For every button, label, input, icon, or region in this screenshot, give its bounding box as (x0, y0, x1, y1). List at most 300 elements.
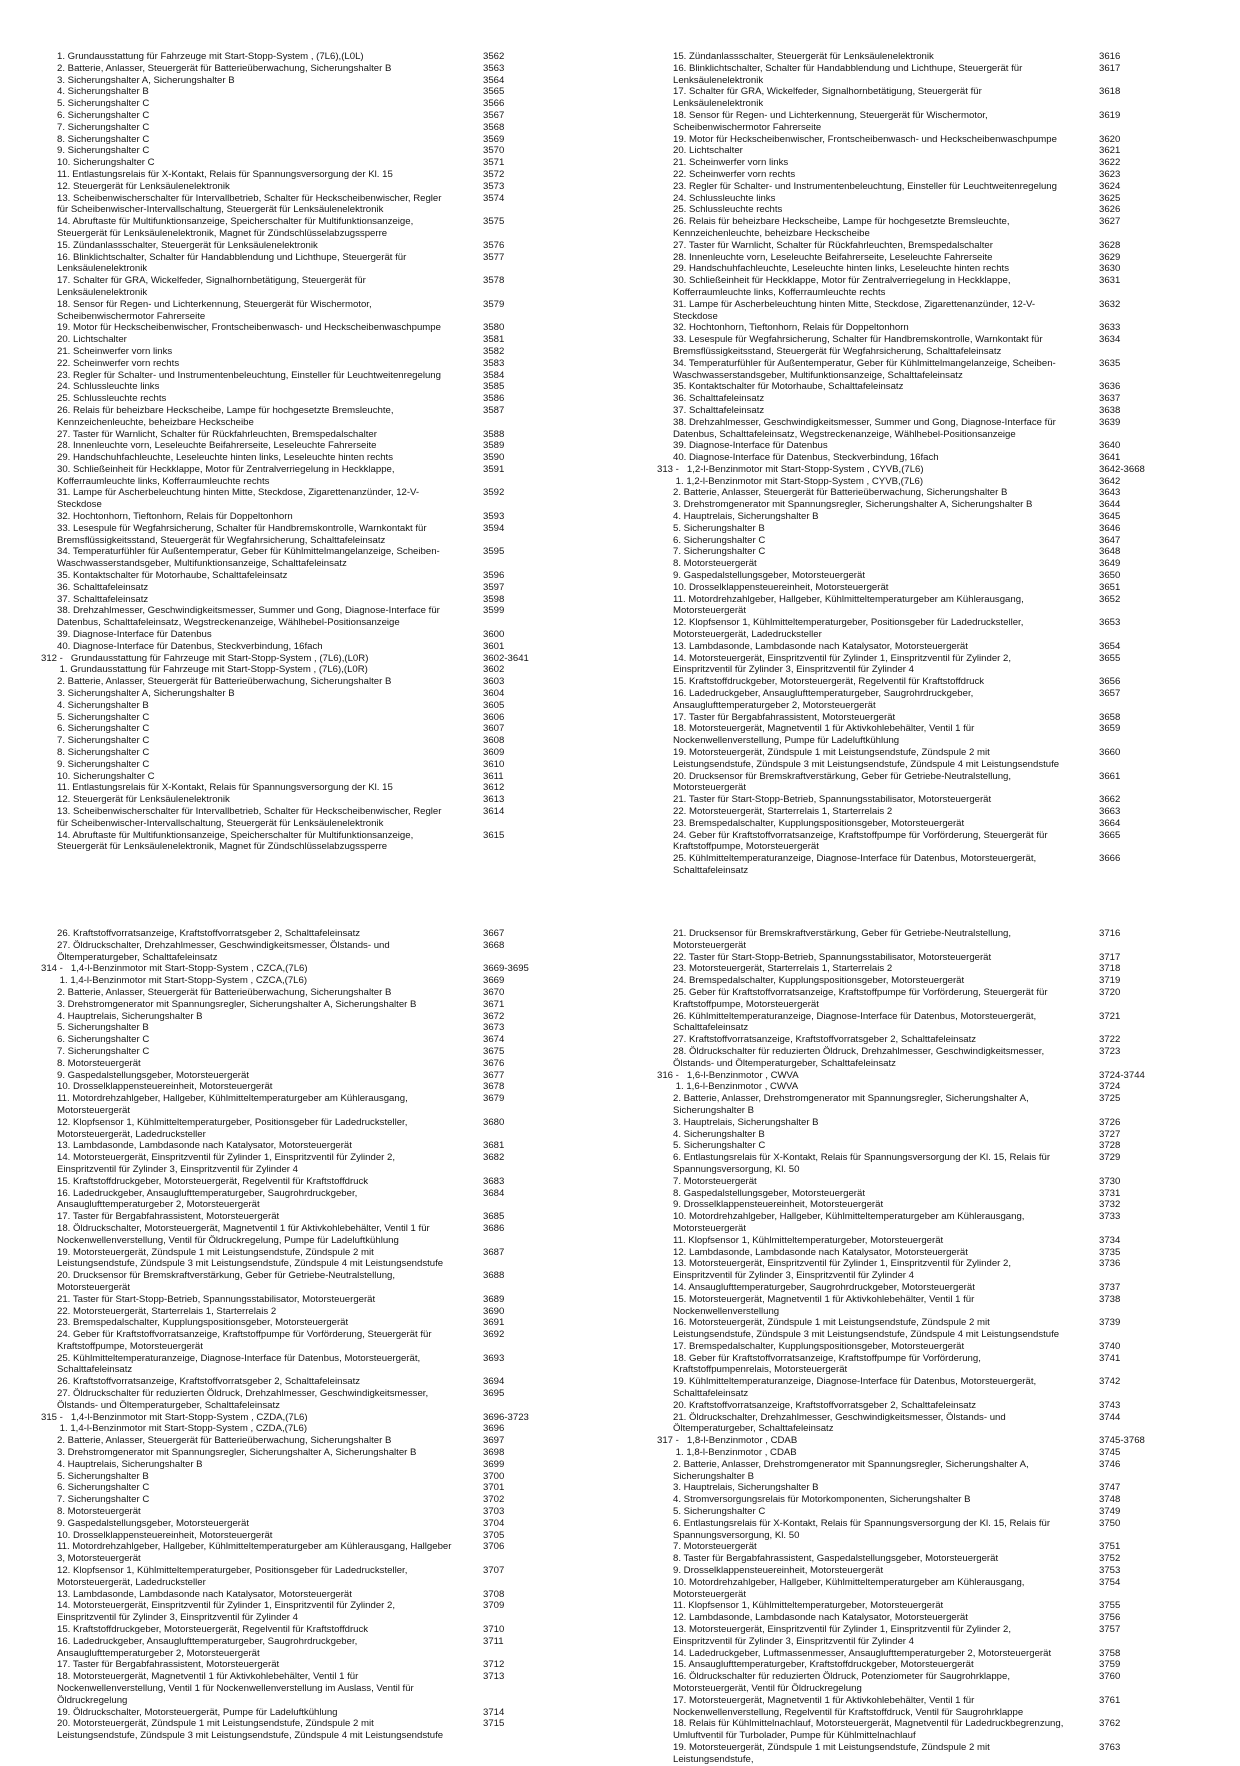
entry-page-ref: 3575 (483, 216, 505, 228)
entry-text: 21. Öldruckschalter, Drehzahlmesser, Geschwindigkeitsmesser, Ölstands- und Öltemperaturgeber, Schalttafeleinsatz (673, 1411, 1006, 1435)
entry-page-ref: 3712 (483, 1659, 505, 1671)
entry-text: 19. Kühlmitteltemperaturanzeige, Diagnose-Interface für Datenbus, Motorsteuergerät, Schalttafeleinsatz (673, 1376, 1037, 1400)
index-entry-row (654, 1447, 1174, 1459)
entry-page-ref: 3735 (1099, 1246, 1121, 1258)
entry-page-ref: 3705 (483, 1529, 505, 1541)
entry-page-ref: 3700 (483, 1470, 505, 1482)
entry-text: 27. Öldruckschalter für reduzierten Öldruck, Drehzahlmesser, Geschwindigkeitsmesser, Ölstands- und Öltemperaturgeber, Schalttafeleinsatz (57, 1388, 429, 1411)
entry-text: 35. Kontaktschalter für Motorhaube, Schalttafeleinsatz (57, 570, 288, 582)
entry-page-ref: 3636 (1099, 381, 1121, 393)
index-entry-row (654, 1034, 1174, 1046)
index-entry-row (38, 582, 558, 594)
index-entry-row (654, 157, 1174, 169)
index-entry-row (38, 759, 558, 771)
entry-page-ref: 3603 (483, 676, 505, 688)
entry-text: 19. Motorsteuergerät, Zündspule 1 mit Leistungsendstufe, Zündspule 2 mit Leistungsendstufe, (673, 1741, 990, 1765)
entry-text: 7. Sicherungshalter C (673, 546, 766, 558)
index-entry-row (654, 723, 1174, 747)
entry-page-ref: 3574 (483, 192, 505, 204)
entry-page-ref: 3704 (483, 1517, 505, 1529)
index-entry-row (38, 570, 558, 582)
entry-page-ref: 3639 (1099, 416, 1121, 428)
index-column-bottom-left (38, 928, 558, 1742)
entry-page-ref: 3615 (483, 829, 505, 841)
entry-text: 24. Schlussleuchte links (673, 192, 776, 204)
entry-page-ref: 3759 (1099, 1659, 1121, 1671)
entry-text: 6. Sicherungshalter C (57, 1482, 150, 1494)
index-entry-row (654, 299, 1174, 323)
index-entry-row (38, 181, 558, 193)
index-entry-row (654, 688, 1174, 712)
entry-text: 13. Scheibenwischerschalter für Intervallbetrieb, Schalter für Heckscheibenwischer, Regler für Scheibenwischer-Intervallschaltung, Steuergerät für Lenksäulenelektronik (57, 192, 442, 216)
index-entry-row (38, 1376, 558, 1388)
index-entry-row (38, 1058, 558, 1070)
entry-page-ref: 3679 (483, 1093, 505, 1105)
entry-text: 9. Gaspedalstellungsgeber, Motorsteuergerät (57, 1069, 249, 1081)
index-entry-row (654, 1459, 1174, 1483)
index-entry-row (38, 1223, 558, 1247)
entry-page-ref: 3641 (1099, 452, 1121, 464)
index-entry-row (654, 322, 1174, 334)
index-entry-row (38, 1034, 558, 1046)
section-header-row (654, 1070, 1174, 1082)
entry-page-ref: 3642-3668 (1099, 463, 1145, 475)
entry-page-ref: 3719 (1099, 975, 1121, 987)
entry-text: 21. Scheinwerfer vorn links (57, 345, 173, 357)
index-entry-row (654, 452, 1174, 464)
entry-page-ref: 3763 (1099, 1741, 1121, 1753)
index-entry-row (654, 252, 1174, 264)
index-entry-row (654, 417, 1174, 441)
entry-text: 20. Motorsteuergerät, Zündspule 1 mit Leistungsendstufe, Zündspule 2 mit Leistungsendstufe, Zündspule 3 mit Leistungsendstufe, Zündspule 4 mit Leistungsendstufe (57, 1718, 444, 1742)
entry-text: 14. Abruftaste für Multifunktionsanzeige, Speicherschalter für Multifunktionsanzeige, Steuergerät für Lenksäulenelektronik, Magnet für Zündschlüsselabzugssperre (57, 216, 414, 239)
entry-text: 5. Sicherungshalter C (57, 711, 150, 723)
entry-text: 25. Kühlmitteltemperaturanzeige, Diagnose-Interface für Datenbus, Motorsteuergerät, Schalttafeleinsatz (673, 853, 1037, 876)
index-entry-row (38, 1329, 558, 1353)
index-entry-row (654, 405, 1174, 417)
index-entry-row (38, 452, 558, 464)
entry-text: 13. Motorsteuergerät, Einspritzventil für Zylinder 1, Einspritzventil für Zylinder 2, Einspritzventil für Zylinder 3, Einspritzventil für Zylinder 4 (673, 1258, 1012, 1282)
entry-text: 25. Schlussleuchte rechts (673, 204, 783, 216)
entry-page-ref: 3600 (483, 629, 505, 641)
entry-text: 22. Scheinwerfer vorn rechts (673, 168, 796, 180)
entry-text: 39. Diagnose-Interface für Datenbus (57, 629, 212, 641)
entry-page-ref: 3721 (1099, 1010, 1121, 1022)
entry-page-ref: 3731 (1099, 1187, 1121, 1199)
index-entry-row (654, 1247, 1174, 1259)
entry-page-ref: 3598 (483, 593, 505, 605)
index-entry-row (38, 975, 558, 987)
section-header-row (38, 653, 558, 665)
index-entry-row (654, 1188, 1174, 1200)
index-entry-row (38, 1541, 558, 1565)
index-entry-row (654, 653, 1174, 677)
entry-text: 1. 1,6-l-Benzinmotor , CWVA (673, 1081, 799, 1093)
index-entry-row (38, 1117, 558, 1141)
entry-page-ref: 3739 (1099, 1317, 1121, 1329)
entry-text: 6. Entlastungsrelais für X-Kontakt, Relais für Spannungsversorgung der Kl. 15, Relais für Spannungsversorgung, Kl. 50 (673, 1152, 1051, 1175)
index-entry-row (654, 1648, 1174, 1660)
entry-text: 7. Sicherungshalter C (57, 1494, 150, 1506)
entry-text: 8. Sicherungshalter C (57, 747, 150, 759)
index-entry-row (654, 1695, 1174, 1719)
index-entry-row (38, 358, 558, 370)
entry-page-ref: 3691 (483, 1317, 505, 1329)
entry-page-ref: 3662 (1099, 794, 1121, 806)
entry-text: 10. Motordrehzahlgeber, Hallgeber, Kühlmitteltemperaturgeber am Kühlerausgang, Motorsteuergerät (673, 1211, 1025, 1234)
entry-page-ref: 3656 (1099, 676, 1121, 688)
entry-page-ref: 3638 (1099, 404, 1121, 416)
entry-text: 7. Sicherungshalter C (57, 735, 150, 747)
entry-page-ref: 3743 (1099, 1399, 1121, 1411)
entry-page-ref: 3634 (1099, 334, 1121, 346)
entry-page-ref: 3746 (1099, 1458, 1121, 1470)
entry-page-ref: 3610 (483, 758, 505, 770)
entry-page-ref: 3697 (483, 1435, 505, 1447)
entry-page-ref: 3597 (483, 581, 505, 593)
index-entry-row (654, 1093, 1174, 1117)
section-title: 314 - 1,4-l-Benzinmotor mit Start-Stopp-System , CZCA,(7L6) (41, 963, 308, 975)
entry-page-ref: 3690 (483, 1305, 505, 1317)
entry-page-ref: 3633 (1099, 322, 1121, 334)
entry-page-ref: 3593 (483, 511, 505, 523)
entry-page-ref: 3744 (1099, 1411, 1121, 1423)
index-entry-row (654, 570, 1174, 582)
entry-page-ref: 3577 (483, 251, 505, 263)
index-entry-row (654, 1376, 1174, 1400)
entry-text: 11. Motordrehzahlgeber, Hallgeber, Kühlmitteltemperaturgeber am Kühlerausgang, Motorsteuergerät (673, 593, 1024, 617)
entry-page-ref: 3583 (483, 357, 505, 369)
index-entry-row (38, 1636, 558, 1660)
entry-text: 16. Ladedruckgeber, Ansauglufttemperaturgeber, Saugrohrdruckgeber, Ansauglufttemperaturgeber 2, Motorsteuergerät (673, 688, 974, 711)
entry-page-ref: 3637 (1099, 393, 1121, 405)
entry-page-ref: 3582 (483, 345, 505, 357)
entry-page-ref: 3667 (483, 928, 505, 939)
entry-page-ref: 3585 (483, 381, 505, 393)
index-entry-row (38, 1353, 558, 1377)
entry-text: 8. Motorsteuergerät (57, 1057, 141, 1069)
entry-page-ref: 3594 (483, 522, 505, 534)
entry-text: 2. Batterie, Anlasser, Steuergerät für Batterieüberwachung, Sicherungshalter B (57, 62, 392, 74)
entry-text: 15. Kraftstoffdruckgeber, Motorsteuergerät, Regelventil für Kraftstoffdruck (57, 1624, 369, 1636)
entry-page-ref: 3748 (1099, 1494, 1121, 1506)
entry-page-ref: 3687 (483, 1246, 505, 1258)
entry-page-ref: 3609 (483, 747, 505, 759)
entry-page-ref: 3749 (1099, 1506, 1121, 1518)
entry-text: 12. Steuergerät für Lenksäulenelektronik (57, 794, 230, 806)
entry-page-ref: 3741 (1099, 1352, 1121, 1364)
entry-text: 36. Schalttafeleinsatz (673, 393, 765, 405)
index-entry-row (38, 1459, 558, 1471)
entry-text: 10. Motordrehzahlgeber, Hallgeber, Kühlmitteltemperaturgeber am Kühlerausgang, Motorsteuergerät (673, 1576, 1025, 1600)
entry-text: 1. Grundausstattung für Fahrzeuge mit Start-Stopp-System , (7L6),(L0R) (57, 664, 368, 676)
entry-text: 12. Klopfsensor 1, Kühlmitteltemperaturgeber, Positionsgeber für Ladedrucksteller, Motorsteuergerät, Ladedrucksteller (673, 617, 1024, 641)
entry-page-ref: 3661 (1099, 770, 1121, 782)
entry-text: 15. Motorsteuergerät, Magnetventil 1 für Aktivkohlebehälter, Ventil 1 für Nockenwellenverstellung (673, 1293, 975, 1317)
index-entry-row (38, 275, 558, 299)
entry-page-ref: 3611 (483, 770, 504, 782)
index-entry-row (38, 1671, 558, 1706)
entry-page-ref: 3601 (483, 640, 505, 652)
entry-text: 16. Ladedruckgeber, Ansauglufttemperaturgeber, Saugrohrdruckgeber, Ansauglufttemperaturgeber 2, Motorsteuergerät (57, 1187, 358, 1211)
entry-page-ref: 3729 (1099, 1152, 1121, 1164)
index-entry-row (38, 381, 558, 393)
entry-page-ref: 3587 (483, 404, 505, 416)
entry-text: 2. Batterie, Anlasser, Steuergerät für Batterieüberwachung, Sicherungshalter B (57, 1435, 392, 1447)
index-entry-row (38, 1471, 558, 1483)
entry-page-ref: 3710 (483, 1624, 505, 1636)
entry-page-ref: 3640 (1099, 440, 1121, 452)
entry-page-ref: 3588 (483, 428, 505, 440)
index-entry-row (38, 712, 558, 724)
entry-text: 5. Sicherungshalter B (673, 522, 765, 534)
index-entry-row (38, 1707, 558, 1719)
entry-text: 6. Sicherungshalter C (57, 723, 150, 735)
entry-text: 28. Öldruckschalter für reduzierten Öldruck, Drehzahlmesser, Geschwindigkeitsmesser, Ölstands- und Öltemperaturgeber, Schalttafeleinsatz (673, 1045, 1045, 1069)
entry-page-ref: 3565 (483, 86, 505, 98)
entry-page-ref: 3568 (483, 121, 505, 133)
entry-page-ref: 3740 (1099, 1340, 1121, 1352)
entry-page-ref: 3607 (483, 723, 505, 735)
entry-text: 9. Gaspedalstellungsgeber, Motorsteuergerät (673, 570, 865, 582)
index-entry-row (38, 806, 558, 830)
index-entry-row (654, 1046, 1174, 1070)
index-entry-row (38, 252, 558, 276)
entry-text: 19. Motorsteuergerät, Zündspule 1 mit Leistungsendstufe, Zündspule 2 mit Leistungsendstufe, Zündspule 3 mit Leistungsendstufe, Zündspule 4 mit Leistungsendstufe (57, 1246, 444, 1270)
index-entry-row (38, 594, 558, 606)
index-entry-row (654, 1494, 1174, 1506)
entry-page-ref: 3576 (483, 239, 505, 251)
entry-page-ref: 3726 (1099, 1116, 1121, 1128)
index-entry-row (654, 1258, 1174, 1282)
entry-text: 5. Sicherungshalter C (673, 1140, 766, 1152)
entry-text: 9. Drosselklappensteuereinheit, Motorsteuergerät (673, 1199, 884, 1211)
index-entry-row (38, 216, 558, 240)
index-entry-row (38, 629, 558, 641)
entry-page-ref: 3657 (1099, 688, 1121, 700)
index-entry-row (654, 952, 1174, 964)
index-entry-row (38, 1011, 558, 1023)
entry-text: 37. Schalttafeleinsatz (57, 593, 149, 605)
entry-page-ref: 3619 (1099, 109, 1121, 121)
index-entry-row (38, 830, 558, 854)
entry-page-ref: 3612 (483, 782, 505, 794)
index-entry-row (654, 558, 1174, 570)
entry-text: 4. Sicherungshalter B (673, 1128, 765, 1140)
entry-text: 15. Zündanlassschalter, Steuergerät für Lenksäulenelektronik (57, 239, 318, 251)
index-entry-row (38, 370, 558, 382)
entry-text: 13. Lambdasonde, Lambdasonde nach Katalysator, Motorsteuergerät (57, 1140, 352, 1152)
index-entry-row (654, 1011, 1174, 1035)
entry-page-ref: 3630 (1099, 263, 1121, 275)
entry-text: 19. Öldruckschalter, Motorsteuergerät, Pumpe für Ladeluftkühlung (57, 1706, 338, 1718)
index-entry-row (38, 334, 558, 346)
index-entry-row (654, 440, 1174, 452)
index-entry-row (654, 193, 1174, 205)
entry-text: 27. Öldruckschalter, Drehzahlmesser, Geschwindigkeitsmesser, Ölstands- und Öltemperaturgeber, Schalttafeleinsatz (57, 939, 390, 963)
index-entry-row (654, 582, 1174, 594)
entry-text: 3. Hauptrelais, Sicherungshalter B (673, 1482, 819, 1494)
entry-page-ref: 3566 (483, 98, 505, 110)
index-entry-row (38, 193, 558, 217)
entry-page-ref: 3626 (1099, 204, 1121, 216)
entry-page-ref: 3677 (483, 1069, 505, 1081)
entry-page-ref: 3711 (483, 1635, 504, 1647)
index-entry-row (38, 86, 558, 98)
entry-text: 23. Regler für Schalter- und Instrumentenbeleuchtung, Einsteller für Leuchtweitenregelung (673, 180, 1057, 192)
index-entry-row (654, 1152, 1174, 1176)
entry-text: 3. Drehstromgenerator mit Spannungsregler, Sicherungshalter A, Sicherungshalter B (57, 998, 417, 1010)
entry-text: 13. Scheibenwischerschalter für Intervallbetrieb, Schalter für Heckscheibenwischer, Regler für Scheibenwischer-Intervallschaltung, Steuergerät für Lenksäulenelektronik (57, 806, 442, 829)
entry-text: 24. Bremspedalschalter, Kupplungspositionsgeber, Motorsteuergerät (673, 975, 965, 987)
entry-page-ref: 3685 (483, 1211, 505, 1223)
entry-text: 11. Entlastungsrelais für X-Kontakt, Relais für Spannungsversorgung der Kl. 15 (57, 168, 393, 180)
entry-text: 7. Sicherungshalter C (57, 1045, 150, 1057)
entry-text: 10. Drosselklappensteuereinheit, Motorsteuergerät (57, 1529, 273, 1541)
entry-page-ref: 3579 (483, 298, 505, 310)
entry-text: 3. Drehstromgenerator mit Spannungsregler, Sicherungshalter A, Sicherungshalter B (673, 499, 1033, 511)
entry-page-ref: 3649 (1099, 558, 1121, 570)
entry-text: 7. Motorsteuergerät (673, 1175, 757, 1187)
entry-page-ref: 3688 (483, 1270, 505, 1282)
entry-text: 15. Kraftstoffdruckgeber, Motorsteuergerät, Regelventil für Kraftstoffdruck (57, 1175, 369, 1187)
entry-text: 5. Sicherungshalter C (673, 1506, 766, 1518)
entry-page-ref: 3654 (1099, 640, 1121, 652)
index-entry-row (38, 735, 558, 747)
entry-text: 11. Motordrehzahlgeber, Hallgeber, Kühlmitteltemperaturgeber am Kühlerausgang, Motorsteuergerät (57, 1093, 408, 1116)
index-entry-row (38, 723, 558, 735)
index-entry-row (654, 1518, 1174, 1542)
entry-text: 18. Sensor für Regen- und Lichterkennung, Steuergerät für Wischermotor, Scheibenwischermotor Fahrerseite (57, 298, 372, 322)
entry-page-ref: 3562 (483, 51, 505, 62)
entry-text: 1. 1,8-l-Benzinmotor , CDAB (673, 1447, 797, 1459)
entry-page-ref: 3706 (483, 1541, 505, 1553)
entry-text: 8. Taster für Bergabfahrassistent, Gaspedalstellungsgeber, Motorsteuergerät (673, 1553, 999, 1565)
entry-text: 19. Motor für Heckscheibenwischer, Frontscheibenwasch- und Heckscheibenwaschpumpe (673, 133, 1057, 145)
entry-text: 25. Geber für Kraftstoffvorratsanzeige, Kraftstoffpumpe für Vorförderung, Steuergerät für Kraftstoffpumpe, Motorsteuergerät (673, 986, 1048, 1010)
entry-text: 14. Ladedruckgeber, Luftmassenmesser, Ansauglufttemperaturgeber 2, Motorsteuergerät (673, 1647, 1052, 1659)
entry-page-ref: 3751 (1099, 1541, 1121, 1553)
entry-page-ref: 3681 (483, 1140, 505, 1152)
entry-text: 32. Hochtonhorn, Tieftonhorn, Relais für Doppeltonhorn (673, 322, 909, 334)
entry-text: 29. Handschuhfachleuchte, Leseleuchte hinten links, Leseleuchte hinten rechts (673, 263, 1010, 275)
entry-page-ref: 3578 (483, 275, 505, 287)
entry-text: 37. Schalttafeleinsatz (673, 404, 765, 416)
index-entry-row (38, 1188, 558, 1212)
index-entry-row (654, 169, 1174, 181)
entry-page-ref: 3664 (1099, 817, 1121, 829)
index-entry-row (654, 794, 1174, 806)
entry-text: 8. Motorsteuergerät (57, 1506, 141, 1518)
entry-text: 4. Hauptrelais, Sicherungshalter B (57, 1458, 203, 1470)
index-entry-row (38, 1530, 558, 1542)
entry-page-ref: 3736 (1099, 1258, 1121, 1270)
entry-page-ref: 3680 (483, 1116, 505, 1128)
entry-page-ref: 3648 (1099, 546, 1121, 558)
entry-page-ref: 3581 (483, 334, 505, 346)
entry-text: 21. Taster für Start-Stopp-Betrieb, Spannungsstabilisator, Motorsteuergerät (673, 794, 992, 806)
index-entry-row (38, 1718, 558, 1742)
index-entry-row (654, 1612, 1174, 1624)
index-entry-row (38, 322, 558, 334)
entry-text: 17. Taster für Bergabfahrassistent, Motorsteuergerät (673, 711, 896, 723)
entry-text: 16. Ladedruckgeber, Ansauglufttemperaturgeber, Saugrohrdruckgeber, Ansauglufttemperaturgeber 2, Motorsteuergerät (57, 1635, 358, 1659)
entry-page-ref: 3669 (483, 975, 505, 987)
entry-page-ref: 3645 (1099, 511, 1121, 523)
entry-page-ref: 3756 (1099, 1612, 1121, 1624)
index-entry-row (654, 987, 1174, 1011)
index-entry-row (654, 535, 1174, 547)
entry-text: 12. Lambdasonde, Lambdasonde nach Katalysator, Motorsteuergerät (673, 1612, 968, 1624)
index-entry-row (654, 771, 1174, 795)
entry-page-ref: 3718 (1099, 963, 1121, 975)
index-entry-row (654, 1140, 1174, 1152)
entry-text: 2. Batterie, Anlasser, Steuergerät für Batterieüberwachung, Sicherungshalter B (57, 986, 392, 998)
entry-text: 23. Regler für Schalter- und Instrumentenbeleuchtung, Einsteller für Leuchtweitenregelung (57, 369, 441, 381)
index-entry-row (38, 464, 558, 488)
index-entry-row (38, 429, 558, 441)
index-entry-row (654, 275, 1174, 299)
entry-text: 3. Drehstromgenerator mit Spannungsregler, Sicherungshalter A, Sicherungshalter B (57, 1447, 417, 1459)
entry-page-ref: 3703 (483, 1506, 505, 1518)
index-entry-row (654, 712, 1174, 724)
entry-text: 20. Lichtschalter (673, 145, 743, 157)
entry-page-ref: 3753 (1099, 1565, 1121, 1577)
entry-page-ref: 3647 (1099, 534, 1121, 546)
entry-text: 6. Sicherungshalter C (57, 1034, 150, 1046)
entry-text: 5. Sicherungshalter B (57, 1022, 149, 1034)
index-entry-row (38, 145, 558, 157)
entry-text: 13. Motorsteuergerät, Einspritzventil für Zylinder 1, Einspritzventil für Zylinder 2, Einspritzventil für Zylinder 3, Einspritzventil für Zylinder 4 (673, 1624, 1012, 1647)
entry-page-ref: 3728 (1099, 1140, 1121, 1152)
entry-text: 33. Lesespule für Wegfahrsicherung, Schalter für Handbremskontrolle, Warnkontakt für Bremsflüssigkeitsstand, Steuergerät für Wegfahrsicherung, Schalttafeleinsatz (57, 522, 427, 546)
entry-page-ref: 3724 (1099, 1081, 1121, 1093)
entry-page-ref: 3613 (483, 794, 505, 806)
entry-text: 24. Schlussleuchte links (57, 381, 160, 393)
index-entry-row (654, 1341, 1174, 1353)
entry-text: 18. Sensor für Regen- und Lichterkennung, Steuergerät für Wischermotor, Scheibenwischermotor Fahrerseite (673, 109, 988, 133)
section-title: 317 - 1,8-l-Benzinmotor , CDAB (657, 1435, 798, 1447)
entry-text: 11. Motordrehzahlgeber, Hallgeber, Kühlmitteltemperaturgeber am Kühlerausgang, Hallgeber 3, Motorsteuergerät (57, 1541, 452, 1565)
entry-text: 15. Kraftstoffdruckgeber, Motorsteuergerät, Regelventil für Kraftstoffdruck (673, 676, 985, 688)
entry-text: 3. Hauptrelais, Sicherungshalter B (673, 1116, 819, 1128)
entry-page-ref: 3669-3695 (483, 963, 529, 975)
entry-page-ref: 3572 (483, 168, 505, 180)
index-entry-row (38, 346, 558, 358)
section-header-row (38, 1412, 558, 1424)
entry-text: 13. Lambdasonde, Lambdasonde nach Katalysator, Motorsteuergerät (673, 640, 968, 652)
index-entry-row (38, 487, 558, 511)
entry-text: 4. Stromversorgungsrelais für Motorkomponenten, Sicherungshalter B (673, 1494, 971, 1506)
index-entry-row (654, 1506, 1174, 1518)
index-entry-row (654, 641, 1174, 653)
entry-page-ref: 3694 (483, 1376, 505, 1388)
index-entry-row (38, 1152, 558, 1176)
entry-page-ref: 3689 (483, 1293, 505, 1305)
entry-text: 23. Bremspedalschalter, Kupplungspositionsgeber, Motorsteuergerät (57, 1317, 349, 1329)
entry-page-ref: 3589 (483, 440, 505, 452)
index-entry-row (38, 546, 558, 570)
entry-page-ref: 3684 (483, 1187, 505, 1199)
entry-text: 12. Lambdasonde, Lambdasonde nach Katalysator, Motorsteuergerät (673, 1246, 968, 1258)
index-entry-row (38, 393, 558, 405)
entry-page-ref: 3707 (483, 1565, 505, 1577)
index-entry-row (38, 1022, 558, 1034)
entry-text: 9. Drosselklappensteuereinheit, Motorsteuergerät (673, 1565, 884, 1577)
entry-text: 8. Gaspedalstellungsgeber, Motorsteuergerät (673, 1187, 865, 1199)
index-entry-row (654, 511, 1174, 523)
index-entry-row (654, 1235, 1174, 1247)
